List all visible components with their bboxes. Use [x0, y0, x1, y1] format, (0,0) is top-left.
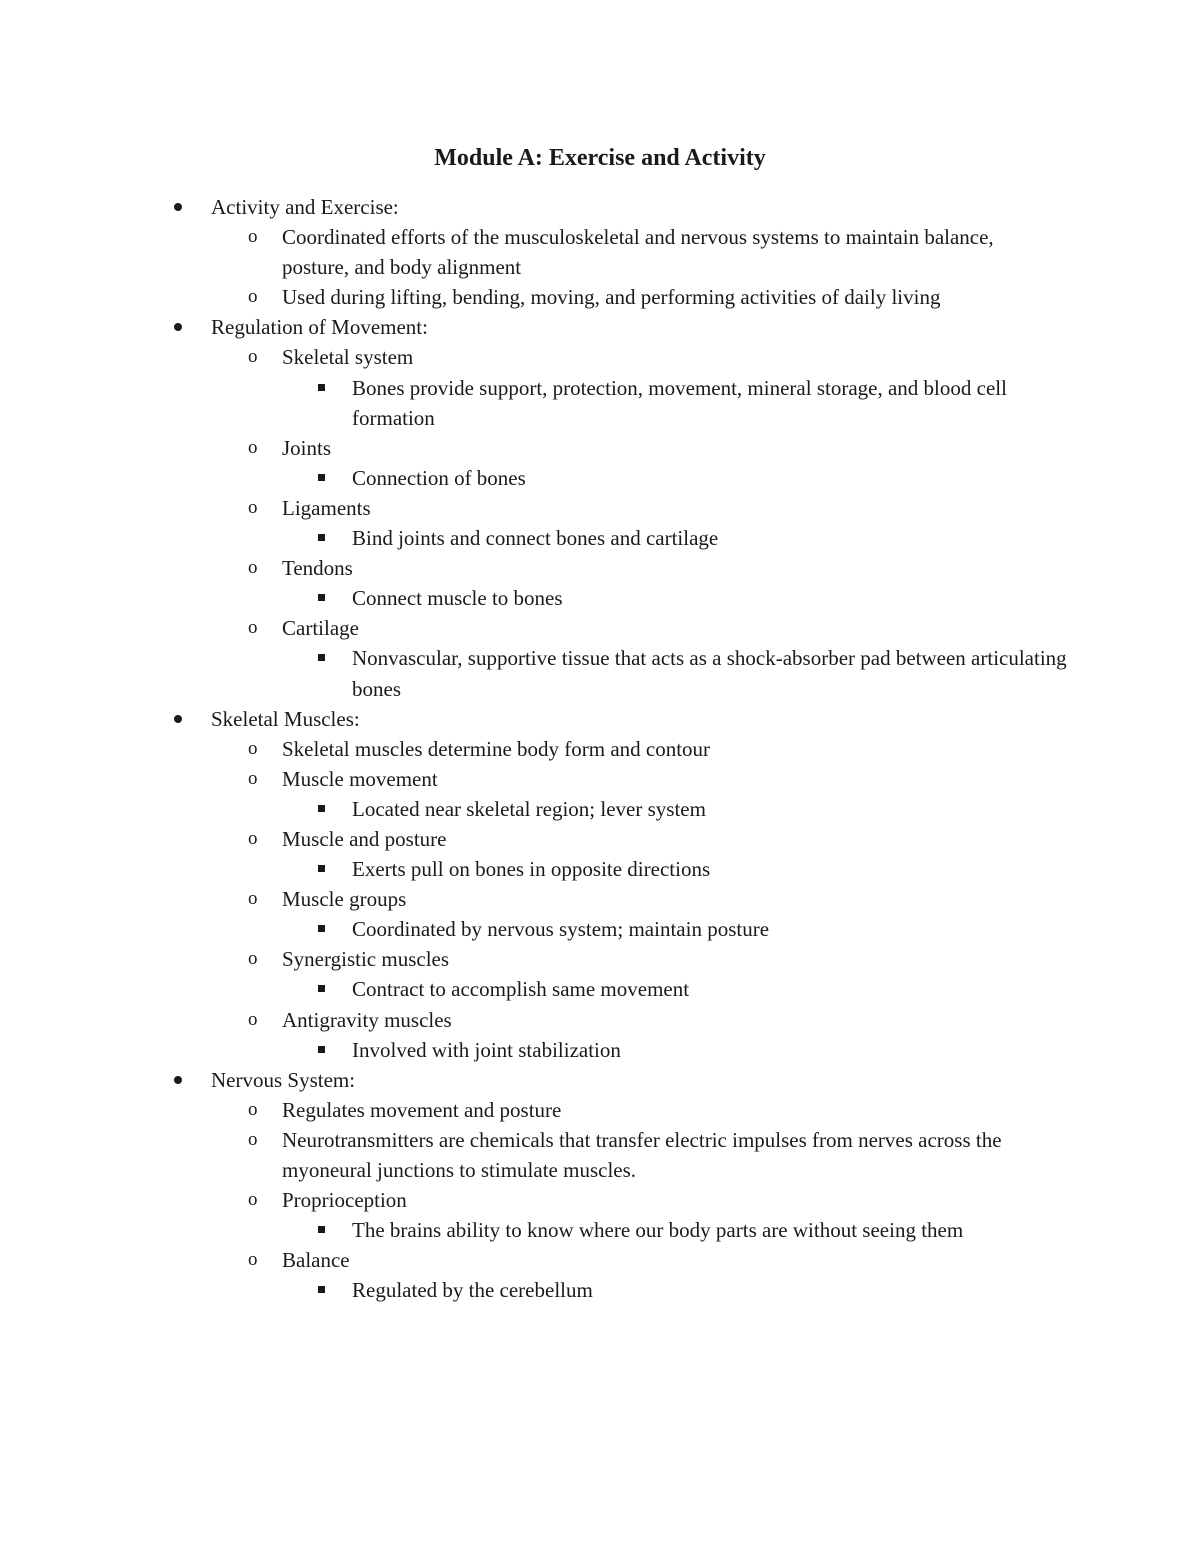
outline-item-level-2 [0, 944, 1062, 974]
square-bullet-icon [318, 805, 325, 812]
outline-item-level-3 [0, 523, 1072, 553]
outline-item-level-3 [0, 854, 1072, 884]
circle-bullet-icon: o [248, 737, 258, 759]
square-bullet-icon [318, 384, 325, 391]
circle-bullet-icon: o [248, 888, 258, 910]
outline-item-text: Exerts pull on bones in opposite directions [352, 857, 711, 882]
disc-bullet-icon [174, 203, 182, 211]
outline-item-text: Muscle and posture [282, 826, 447, 851]
outline-item-level-2 [0, 342, 1062, 372]
circle-bullet-icon: o [248, 1008, 258, 1030]
circle-bullet-icon: o [248, 286, 258, 308]
circle-bullet-icon: o [248, 557, 258, 579]
outline-item-text: Bind joints and connect bones and cartilage [352, 526, 719, 551]
outline-item-level-3 [0, 463, 1072, 493]
circle-bullet-icon: o [248, 496, 258, 518]
square-bullet-icon [318, 1226, 325, 1233]
square-bullet-icon [318, 985, 325, 992]
circle-bullet-icon: o [248, 948, 258, 970]
circle-bullet-icon: o [248, 827, 258, 849]
circle-bullet-icon: o [248, 617, 258, 639]
outline-item-text: Connect muscle to bones [352, 586, 563, 611]
outline-item-level-2 [0, 493, 1062, 523]
outline-item-text: Synergistic muscles [282, 947, 450, 972]
outline-item-text: Tendons [282, 556, 353, 581]
outline-item-text: Contract to accomplish same movement [352, 977, 690, 1002]
outline-item-level-3 [0, 1275, 1072, 1305]
outline-item-text: Nonvascular, supportive tissue that acts as a shock-absorber pad between articulating bones [352, 646, 1067, 701]
circle-bullet-icon: o [248, 346, 258, 368]
outline-item-text: Regulation of Movement: [211, 315, 428, 340]
circle-bullet-icon: o [248, 226, 258, 248]
outline-item-level-2 [0, 433, 1062, 463]
square-bullet-icon [318, 474, 325, 481]
outline-item-text: Coordinated by nervous system; maintain posture [352, 917, 770, 942]
outline-item-level-1 [0, 704, 1051, 734]
outline-item-text: Balance [282, 1248, 350, 1273]
outline-item-text: Coordinated efforts of the musculoskeletal and nervous systems to maintain balance, posture, and body alignment [282, 225, 994, 280]
square-bullet-icon [318, 865, 325, 872]
square-bullet-icon [318, 534, 325, 541]
square-bullet-icon [318, 1286, 325, 1293]
outline-item-level-1 [0, 192, 1051, 222]
square-bullet-icon [318, 1046, 325, 1053]
outline-item-text: Used during lifting, bending, moving, and performing activities of daily living [282, 285, 941, 310]
outline-item-text: Skeletal system [282, 345, 414, 370]
circle-bullet-icon: o [248, 1249, 258, 1271]
outline-list [0, 192, 1200, 1305]
outline-item-level-3 [0, 914, 1072, 944]
outline-item-level-2 [0, 553, 1062, 583]
outline-item-text: Located near skeletal region; lever system [352, 796, 706, 821]
outline-item-level-2 [0, 1095, 1062, 1125]
outline-item-level-3 [0, 974, 1072, 1004]
circle-bullet-icon: o [248, 436, 258, 458]
outline-item-text: Nervous System: [211, 1067, 356, 1092]
outline-item-level-2 [0, 613, 1062, 643]
outline-item-text: Regulates movement and posture [282, 1097, 562, 1122]
outline-item-level-3 [0, 643, 1072, 703]
disc-bullet-icon [174, 1076, 182, 1084]
outline-item-text: Activity and Exercise: [211, 195, 399, 219]
outline-item-text: Bones provide support, protection, movement, mineral storage, and blood cell formation [352, 375, 1007, 430]
outline-item-level-2 [0, 1005, 1062, 1035]
outline-item-level-2 [0, 824, 1062, 854]
disc-bullet-icon [174, 715, 182, 723]
outline-item-level-3 [0, 373, 1072, 433]
outline-item-level-3 [0, 1035, 1072, 1065]
outline-item-text: Ligaments [282, 495, 371, 520]
outline-item-text: Proprioception [282, 1188, 407, 1213]
circle-bullet-icon: o [248, 1189, 258, 1211]
outline-item-level-1 [0, 1065, 1051, 1095]
outline-item-text: Skeletal muscles determine body form and contour [282, 736, 711, 761]
outline-item-level-3 [0, 794, 1072, 824]
outline-item-level-2 [0, 1125, 1062, 1185]
outline-item-level-2 [0, 764, 1062, 794]
circle-bullet-icon: o [248, 1098, 258, 1120]
outline-item-text: Involved with joint stabilization [352, 1037, 621, 1062]
outline-item-level-2 [0, 734, 1062, 764]
outline-item-level-3 [0, 1215, 1072, 1245]
outline-item-text: Skeletal Muscles: [211, 706, 360, 731]
outline-item-level-2 [0, 1185, 1062, 1215]
outline-item-text: Cartilage [282, 616, 359, 641]
outline-item-text: Regulated by the cerebellum [352, 1278, 593, 1303]
square-bullet-icon [318, 594, 325, 601]
circle-bullet-icon: o [248, 767, 258, 789]
outline-item-text: Joints [282, 435, 332, 460]
outline-item-text: Antigravity muscles [282, 1007, 452, 1032]
outline-item-level-2 [0, 1245, 1062, 1275]
outline-item-text: The brains ability to know where our body parts are without seeing them [352, 1218, 964, 1243]
outline-item-level-3 [0, 583, 1072, 613]
circle-bullet-icon: o [248, 1128, 258, 1150]
outline-item-text: Muscle movement [282, 766, 438, 791]
page-title: Module A: Exercise and Activity [434, 145, 766, 171]
outline-item-level-2 [0, 282, 1062, 312]
disc-bullet-icon [174, 323, 182, 331]
outline-item-text: Connection of bones [352, 465, 526, 490]
outline-item-text: Neurotransmitters are chemicals that transfer electric impulses from nerves across the myoneural junctions to stimulate muscles. [282, 1127, 1002, 1182]
outline-item-level-1 [0, 312, 1051, 342]
outline-item-level-2 [0, 222, 1062, 282]
square-bullet-icon [318, 654, 325, 661]
outline-item-level-2 [0, 884, 1062, 914]
square-bullet-icon [318, 925, 325, 932]
outline-item-text: Muscle groups [282, 887, 407, 912]
